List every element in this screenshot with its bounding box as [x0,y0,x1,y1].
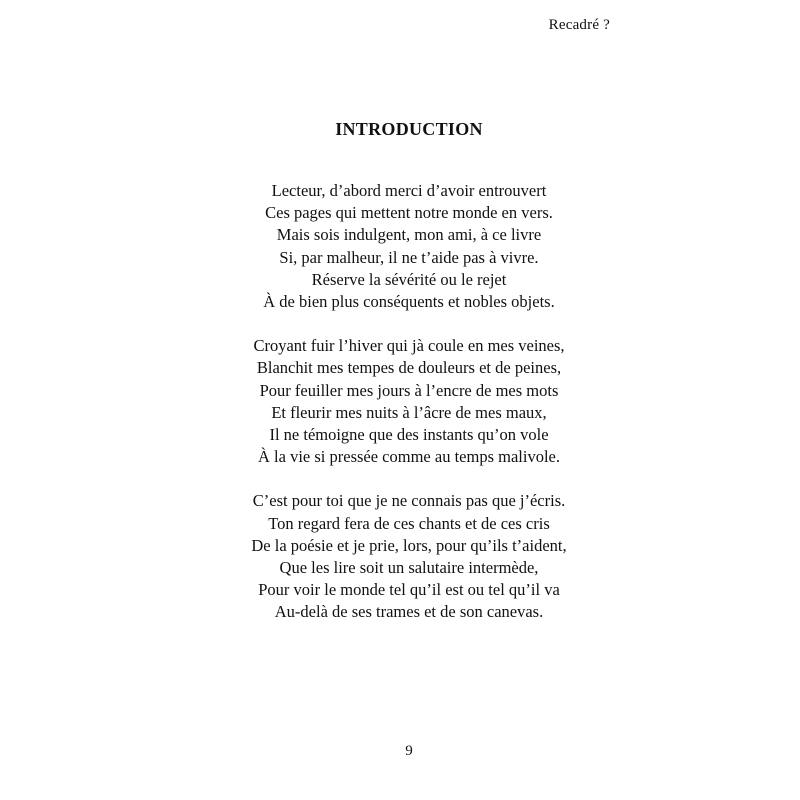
page-number: 9 [405,743,413,759]
poem-line: Il ne témoigne que des instants qu’on vole [269,425,549,445]
poem-line: Croyant fuir l’hiver qui jà coule en mes veines, [253,336,565,356]
poem-line: Pour voir le monde tel qu’il est ou tel qu’il va [258,580,560,600]
poem-line: Mais sois indulgent, mon ami, à ce livre [276,225,542,245]
stanza-1 [0,180,800,313]
poem-line: Ces pages qui mettent notre monde en vers. [265,203,553,223]
poem-line: De la poésie et je prie, lors, pour qu’ils t’aident, [251,535,567,555]
poem-line: Que les lire soit un salutaire intermède, [279,558,539,578]
page-title: INTRODUCTION [335,119,483,139]
poem-line: Réserve la sévérité ou le rejet [311,269,507,289]
poem-line: À de bien plus conséquents et nobles objets. [263,292,555,312]
poem-line: Ton regard fera de ces chants et de ces cris [268,513,550,533]
poem-line: Pour feuiller mes jours à l’encre de mes mots [259,380,559,400]
poem [0,180,800,646]
stanza-2 [0,335,800,468]
running-header: Recadré ? [548,17,610,33]
poem-line: Et fleurir mes nuits à l’âcre de mes maux, [271,402,547,422]
poem-line: Blanchit mes tempes de douleurs et de peines, [256,358,562,378]
stanza-3 [0,490,800,623]
poem-line: Si, par malheur, il ne t’aide pas à vivre. [279,247,539,267]
poem-line: Lecteur, d’abord merci d’avoir entrouvert [271,181,547,200]
poem-line: Au-delà de ses trames et de son canevas. [274,602,544,622]
poem-line: C’est pour toi que je ne connais pas que j’écris. [252,491,566,511]
poem-line: À la vie si pressée comme au temps malivole. [258,447,560,467]
